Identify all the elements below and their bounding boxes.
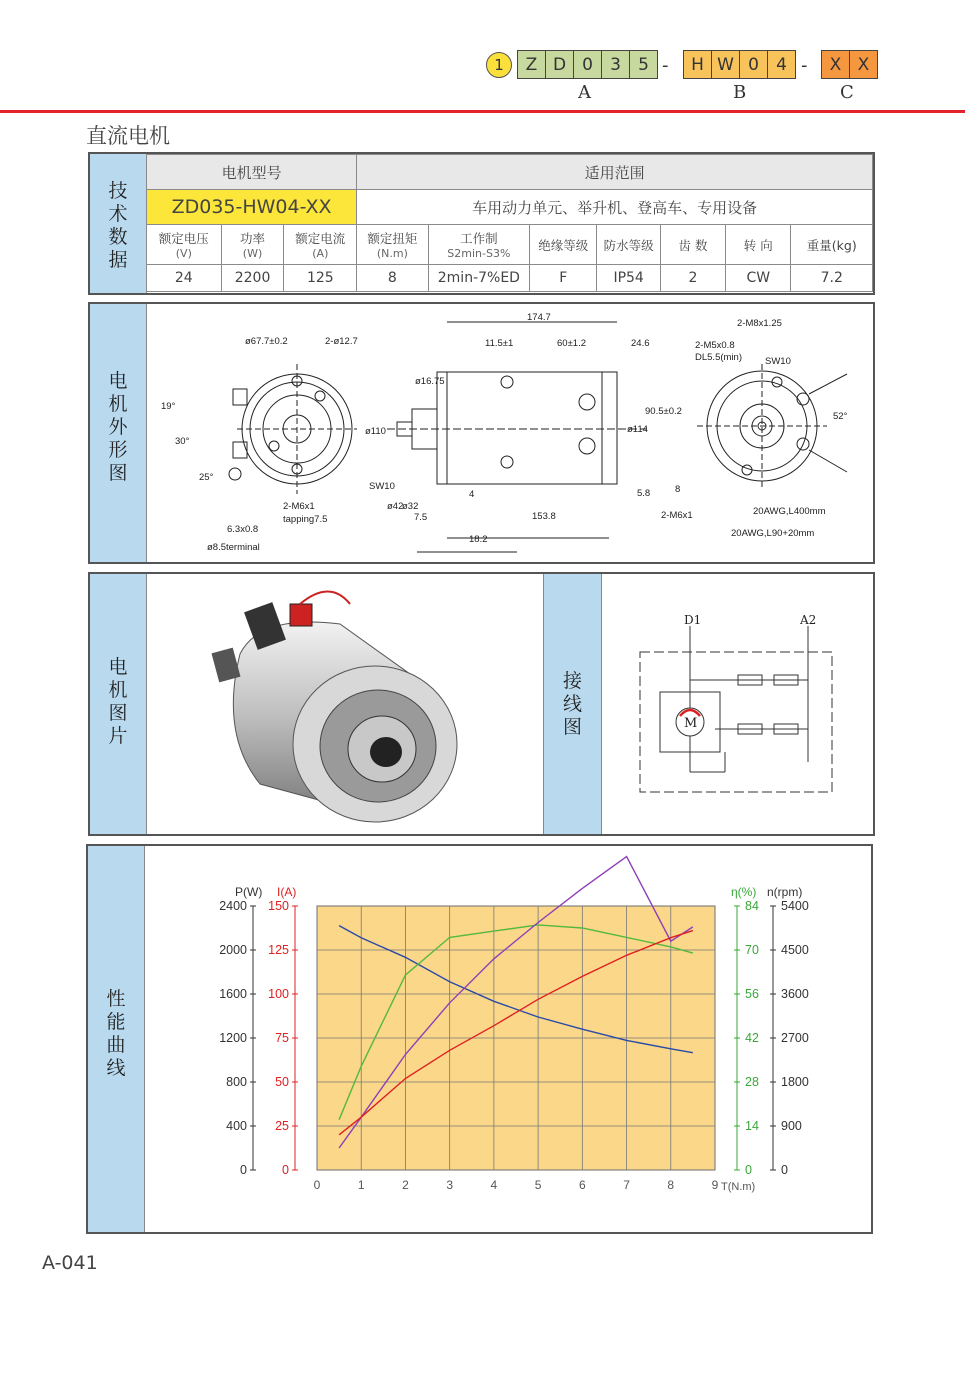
code-cell: 4	[767, 50, 796, 79]
side-label: 技 术 数 据	[108, 180, 128, 271]
side-label: 电 机 外 形 图	[108, 370, 128, 484]
dim-label: 6.3x0.8	[227, 524, 259, 535]
code-letter-b: B	[733, 82, 747, 103]
code-group-a	[518, 50, 658, 79]
model-header: 电机型号	[147, 155, 357, 190]
axis-title: η(%)	[731, 885, 757, 899]
dim-label: 2-M5x0.8	[695, 340, 735, 351]
col-value: 2200	[221, 265, 284, 292]
axis-tick-label: 42	[745, 1031, 759, 1045]
axis-tick-label: 75	[275, 1031, 289, 1045]
code-cell: X	[821, 50, 850, 79]
code-cell: D	[545, 50, 574, 79]
col-head: 功率 (W)	[221, 225, 284, 265]
col-head: 绝缘等级	[530, 225, 597, 265]
col-head: 额定电压 (V)	[147, 225, 222, 265]
col-value: 2min-7%ED	[428, 265, 530, 292]
axis-tick-label: 100	[268, 987, 289, 1001]
axis-tick-label: 50	[275, 1075, 289, 1089]
spec-header-row	[147, 225, 873, 265]
dim-label: 153.8	[532, 511, 556, 522]
axis-tick-label: 25	[275, 1119, 289, 1133]
dim-label: SW10	[369, 481, 395, 492]
dim-label: ø8.5terminal	[207, 542, 260, 553]
col-value: 24	[147, 265, 222, 292]
dim-label: ø67.7±0.2	[245, 336, 288, 347]
axis-tick-label: 800	[226, 1075, 247, 1089]
col-head: 额定扭矩 (N.m)	[357, 225, 428, 265]
code-letter-c: C	[840, 82, 854, 103]
header-rule	[0, 110, 965, 113]
code-cell: X	[849, 50, 878, 79]
axis-tick-label: 0	[781, 1163, 788, 1177]
code-separator: -	[801, 55, 808, 76]
axis-tick-label: 14	[745, 1119, 759, 1133]
dim-label: 5.8	[637, 488, 651, 499]
col-value: CW	[726, 265, 791, 292]
dim-label: 18.2	[469, 534, 488, 545]
axis-tick-label: 5400	[781, 899, 809, 913]
wiring-diagram	[620, 612, 850, 802]
col-head: 重量(kg)	[791, 225, 873, 265]
col-value: 125	[284, 265, 357, 292]
axis-tick-label: 3600	[781, 987, 809, 1001]
x-tick-label: 5	[534, 1178, 542, 1192]
outline-side	[90, 304, 147, 562]
axis-tick-label: 1800	[781, 1075, 809, 1089]
model-value: ZD035-HW04-XX	[147, 190, 357, 225]
x-tick-label: 9	[711, 1178, 719, 1192]
code-cell: 5	[629, 50, 658, 79]
x-tick-label: 6	[578, 1178, 586, 1192]
col-head: 额定电流 (A)	[284, 225, 357, 265]
spec-value-row	[147, 265, 873, 292]
dim-label: ø16.75	[415, 376, 445, 387]
dim-label: 2-M6x1	[283, 501, 315, 512]
code-group-c	[822, 50, 878, 79]
axis-tick-label: 0	[282, 1163, 289, 1177]
x-tick-label: 2	[402, 1178, 409, 1192]
dim-label: 20AWG,L90+20mm	[731, 528, 815, 539]
x-tick-label: 4	[490, 1178, 498, 1192]
dim-label: ø114	[627, 424, 648, 435]
motor-photo	[200, 584, 470, 824]
page-number: A-041	[42, 1252, 98, 1274]
dim-label: 19°	[161, 401, 176, 412]
dim-label: 4	[469, 489, 475, 500]
outline-panel	[88, 302, 875, 564]
dim-label: 24.6	[631, 338, 650, 349]
motor-symbol: M	[684, 716, 698, 731]
axis-tick-label: 2400	[219, 899, 247, 913]
dim-label: 7.5	[414, 512, 428, 523]
dim-label: 20AWG,L400mm	[753, 506, 826, 517]
rear-view	[697, 364, 847, 489]
col-head: 齿 数	[660, 225, 725, 265]
x-axis-label: T(N.m)	[721, 1181, 756, 1193]
axis-tick-label: 900	[781, 1119, 802, 1133]
dim-label: 30°	[175, 436, 190, 447]
axis-tick-label: 70	[745, 943, 759, 957]
dim-label: 90.5±0.2	[645, 406, 682, 417]
x-tick-label: 1	[357, 1178, 365, 1192]
dim-label: 2-M8x1.25	[737, 318, 782, 329]
dim-label: ø42	[387, 501, 404, 512]
photo-side	[90, 574, 147, 834]
code-cell: 0	[573, 50, 602, 79]
dim-label: 52°	[833, 411, 848, 422]
dim-label: DL5.5(min)	[695, 352, 742, 363]
code-cell: H	[683, 50, 712, 79]
x-tick-label: 3	[446, 1178, 454, 1192]
code-cell: 3	[601, 50, 630, 79]
axis-title: n(rpm)	[767, 885, 803, 899]
code-separator: -	[662, 55, 669, 76]
code-cell: 0	[739, 50, 768, 79]
col-value: 2	[660, 265, 725, 292]
side-label: 接 线 图	[562, 670, 582, 738]
section-title: 直流电机	[86, 124, 170, 148]
col-head: 转 向	[726, 225, 791, 265]
side-label: 电 机 图 片	[108, 656, 128, 747]
performance-chart	[145, 846, 871, 1232]
code-letter-a: A	[578, 82, 591, 103]
side-label: 性 能 曲 线	[106, 988, 126, 1079]
axis-tick-label: 4500	[781, 943, 809, 957]
code-cell: Z	[517, 50, 546, 79]
col-value: 8	[357, 265, 428, 292]
spec-table	[146, 154, 873, 292]
axis-tick-label: 400	[226, 1119, 247, 1133]
axis-tick-label: 84	[745, 899, 759, 913]
col-value: IP54	[597, 265, 660, 292]
axis-title: I(A)	[277, 885, 297, 899]
dim-label: SW10	[765, 356, 791, 367]
axis-tick-label: 1600	[219, 987, 247, 1001]
col-head: 防水等级	[597, 225, 660, 265]
range-value: 车用动力单元、举升机、登高车、专用设备	[357, 190, 873, 225]
axis-title: P(W)	[235, 885, 263, 899]
code-group-b	[684, 50, 796, 79]
x-tick-label: 7	[623, 1178, 630, 1192]
axis-tick-label: 125	[268, 943, 289, 957]
axis-tick-label: 0	[240, 1163, 247, 1177]
index-circle: 1	[486, 52, 512, 78]
terminal-d1: D1	[684, 613, 702, 627]
axis-tick-label: 0	[745, 1163, 752, 1177]
terminal-a2: A2	[800, 613, 817, 627]
dim-label: 60±1.2	[557, 338, 586, 349]
col-head: 工作制 S2min-S3%	[428, 225, 530, 265]
dim-label: 2-M6x1	[661, 510, 693, 521]
dim-label: 11.5±1	[485, 338, 514, 349]
curves-panel	[86, 844, 873, 1234]
axis-tick-label: 2000	[219, 943, 247, 957]
dim-label: ø110	[365, 426, 386, 437]
col-value: 7.2	[791, 265, 873, 292]
dim-label: 2-ø12.7	[325, 336, 358, 347]
axis-tick-label: 56	[745, 987, 759, 1001]
code-cell: W	[711, 50, 740, 79]
dim-label: tapping7.5	[283, 514, 328, 525]
dim-label: 174.7	[527, 312, 551, 323]
wiring-side	[543, 574, 602, 834]
spec-side	[90, 154, 147, 293]
photo-panel	[88, 572, 875, 836]
col-value: F	[530, 265, 597, 292]
spec-panel	[88, 152, 875, 295]
range-header: 适用范围	[357, 155, 873, 190]
dim-label: ø32	[402, 501, 419, 512]
axis-tick-label: 28	[745, 1075, 759, 1089]
x-tick-label: 8	[667, 1178, 675, 1192]
axis-tick-label: 2700	[781, 1031, 809, 1045]
x-tick-label: 0	[313, 1178, 321, 1192]
axis-tick-label: 1200	[219, 1031, 247, 1045]
curves-side	[88, 846, 145, 1232]
dim-label: 8	[675, 484, 681, 495]
outline-drawing	[147, 304, 873, 562]
dim-label: 25°	[199, 472, 214, 483]
front-view	[229, 364, 357, 494]
axis-tick-label: 150	[268, 899, 289, 913]
